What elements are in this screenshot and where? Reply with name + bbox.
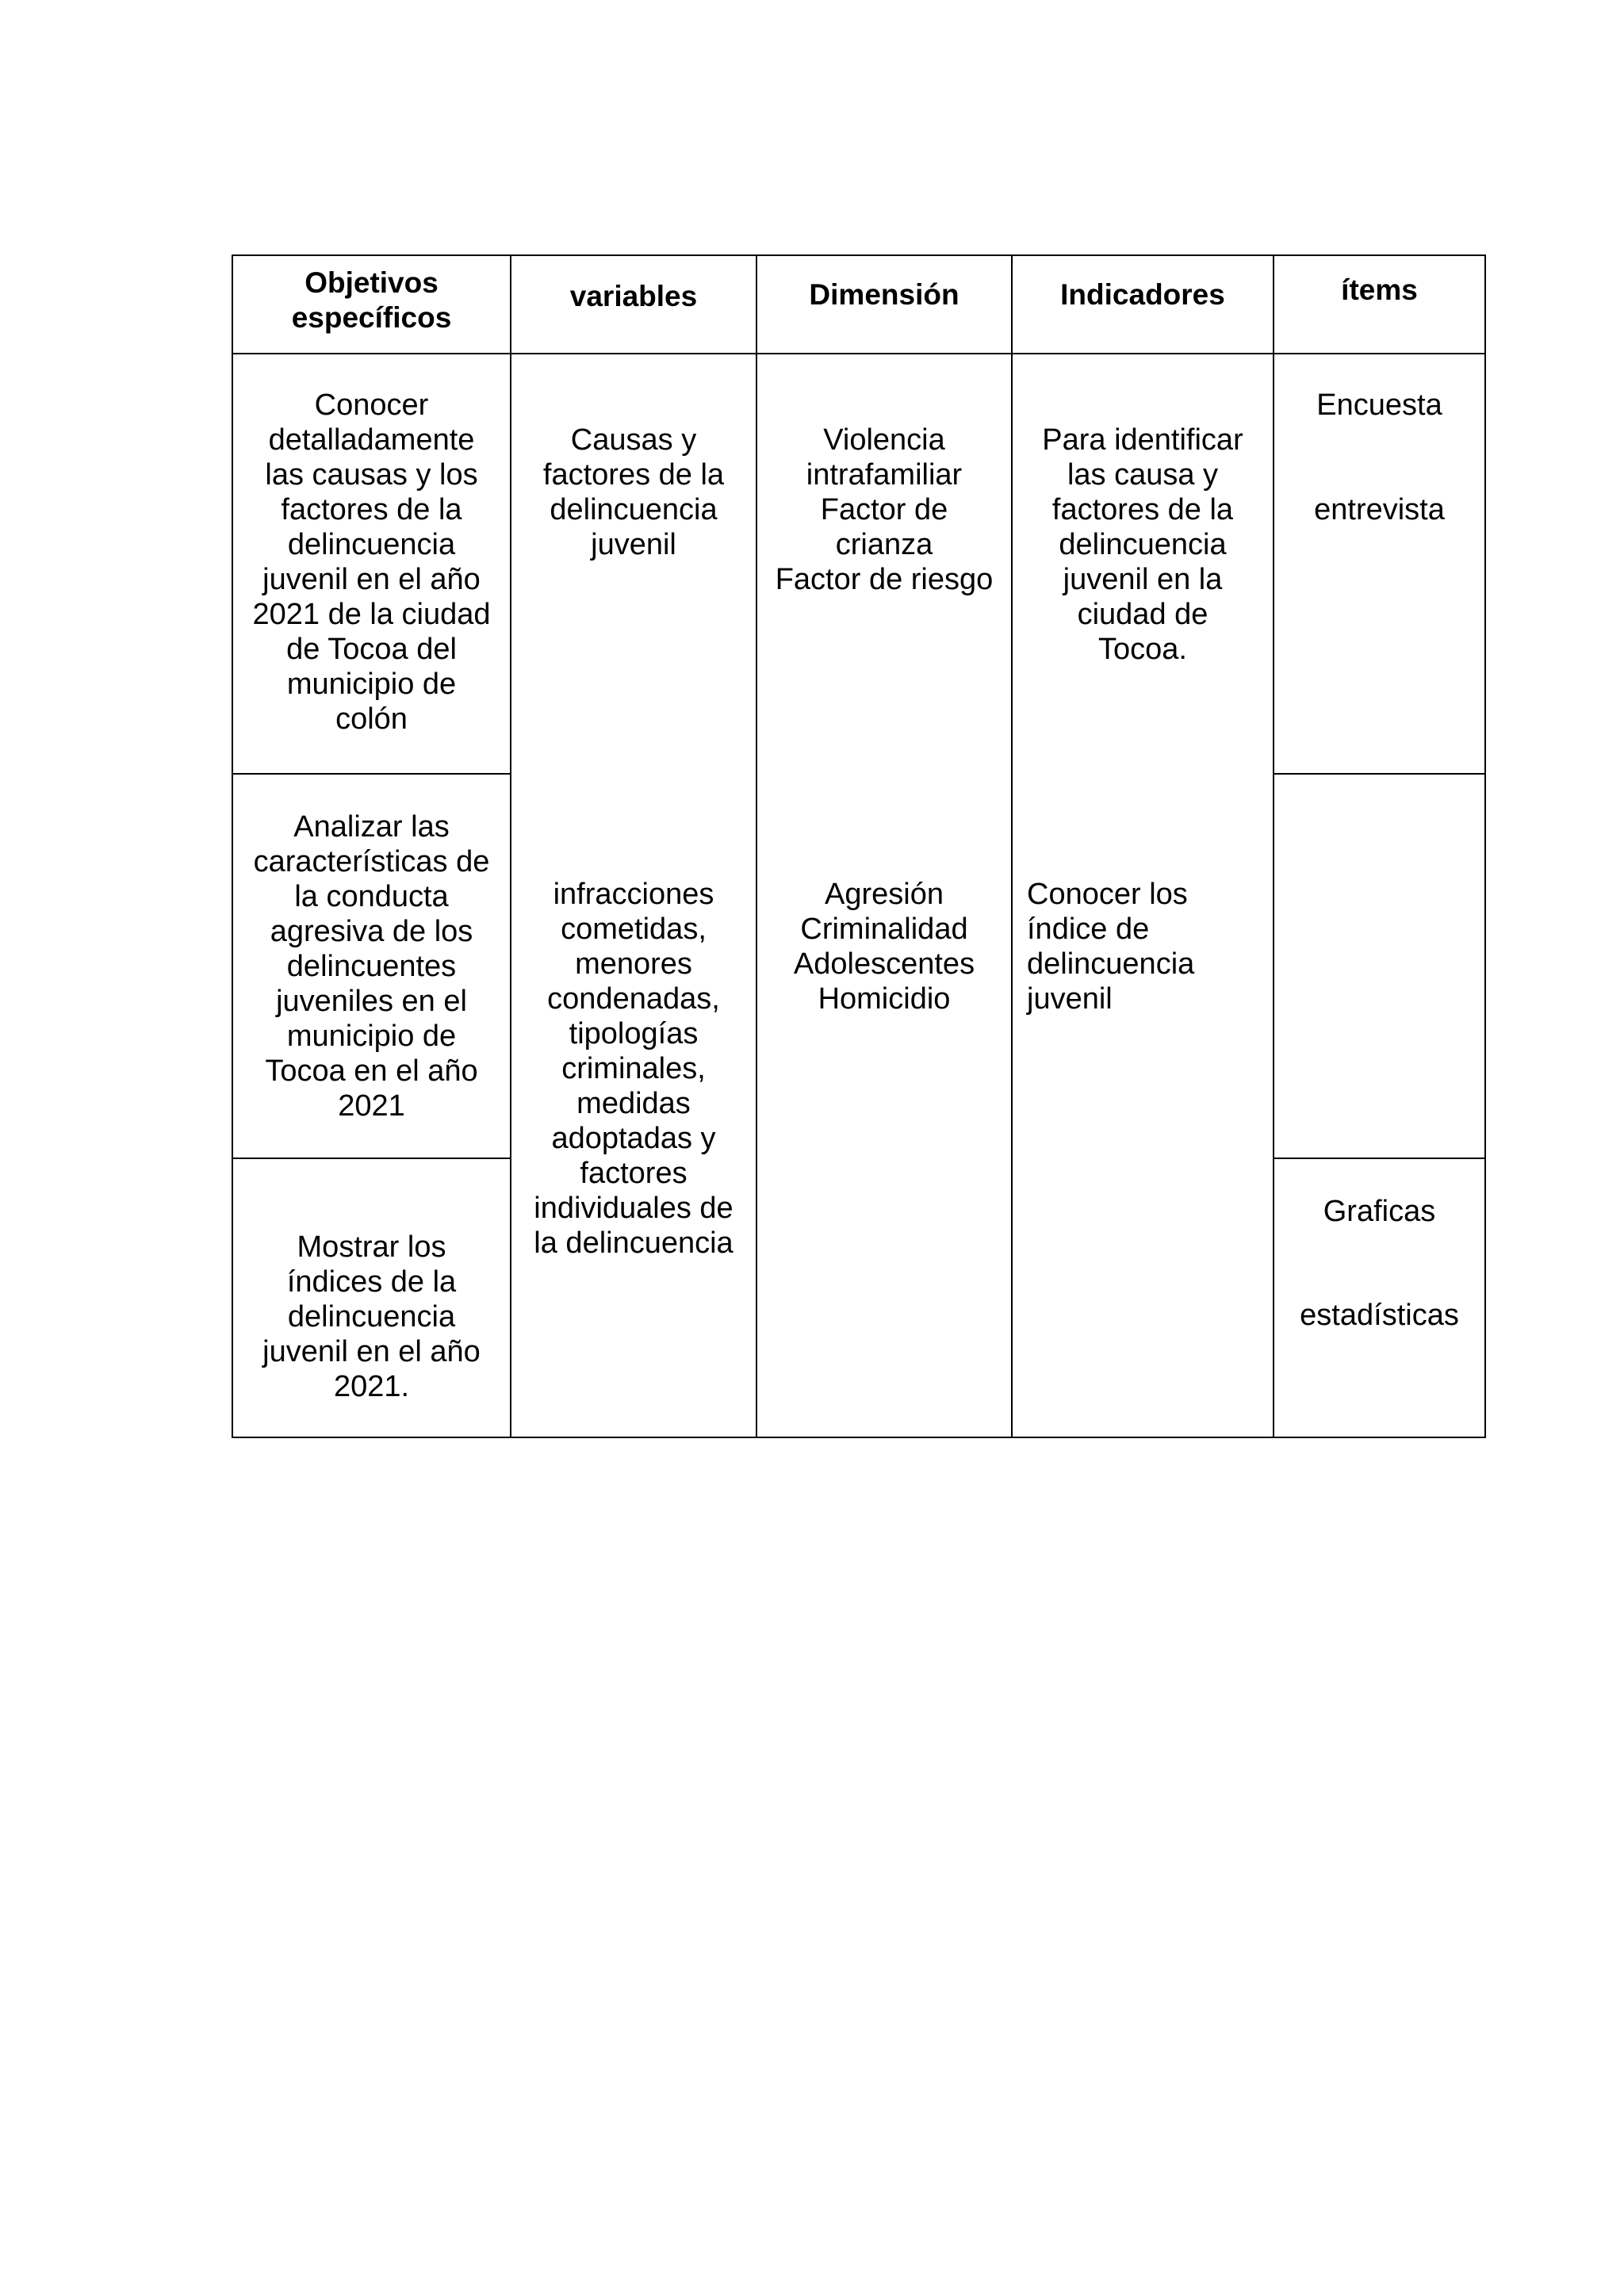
objetivo-2: Analizar las características de la conducta agresiva de los delincuentes juveniles en el municipio de Tocoa en el año 2021 [253, 810, 490, 1123]
header-objetivos-line-2: específicos [291, 301, 452, 334]
row-divider-1-objetivos [232, 773, 510, 775]
variable-2: infracciones cometidas, menores condenadas, tipologías criminales, medidas adoptadas y factores individuales de la delincuencia [534, 878, 733, 1260]
objetivo-3: Mostrar los índices de la delincuencia juvenil en el año 2021. [262, 1230, 481, 1403]
column-divider-4 [1273, 254, 1274, 1438]
header-divider [232, 353, 1486, 354]
header-items: ítems [1341, 274, 1418, 306]
header-indicadores: Indicadores [1060, 278, 1225, 311]
row-divider-1-items [1273, 773, 1486, 775]
objetivo-1: Conocer detalladamente las causas y los factores de la delincuencia juvenil en el año 2021 de la ciudad de Tocoa del municipio de colón [252, 388, 491, 736]
indicador-1: Para identificar las causa y factores de la delincuencia juvenil en la ciudad de Tocoa. [1042, 423, 1243, 666]
row-divider-2-items [1273, 1158, 1486, 1159]
item-graficas: Graficas [1323, 1195, 1436, 1228]
item-estadisticas: estadísticas [1300, 1299, 1459, 1332]
header-variables: variables [569, 280, 698, 312]
variable-1: Causas y factores de la delincuencia juvenil [542, 423, 725, 561]
item-encuesta: Encuesta [1316, 388, 1442, 422]
table-border-right [1484, 254, 1486, 1438]
header-objetivos [233, 266, 510, 335]
item-entrevista: entrevista [1314, 493, 1445, 526]
indicador-2: Conocer los índice de delincuencia juvenil [1027, 878, 1195, 1016]
table-border-bottom [232, 1437, 1486, 1438]
dimension-1: Violencia intrafamiliar Factor de crianza Factor de riesgo [775, 423, 994, 596]
header-dimension: Dimensión [809, 278, 959, 311]
row-divider-2-objetivos [232, 1158, 510, 1159]
dimension-2: Agresión Criminalidad Adolescentes Homicidio [793, 878, 975, 1016]
table-border-top [232, 254, 1486, 256]
header-objetivos-line-1: Objetivos [304, 266, 439, 299]
